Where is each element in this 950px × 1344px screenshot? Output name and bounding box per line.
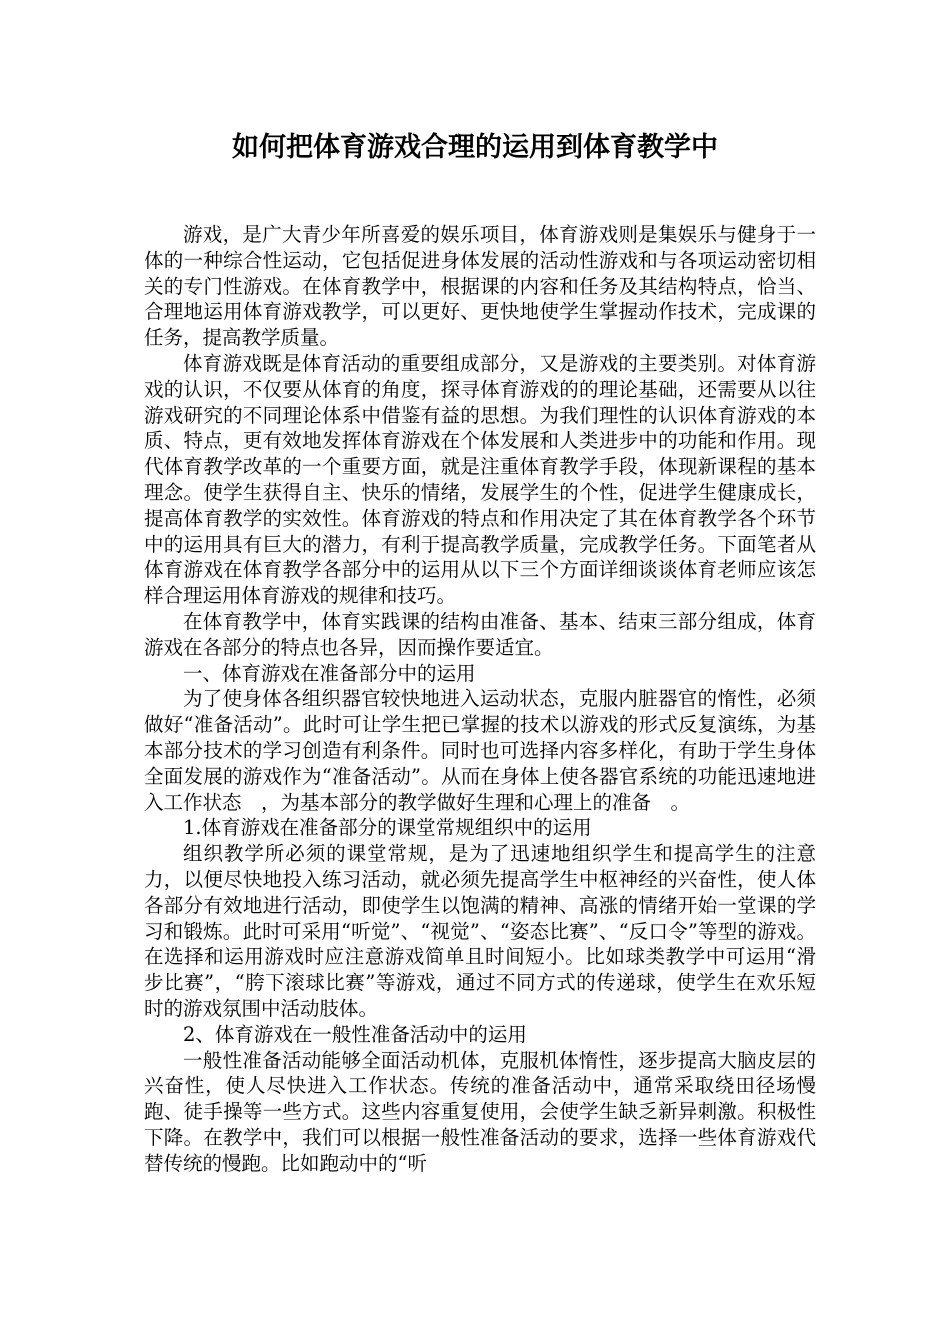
paragraph-preparation: 为了使身体各组织器官较快地进入运动状态，克服内脏器官的惰性，必须做好“准备活动”。此时可让学生把已掌握的技术以游戏的形式反复演练，为基本部分技术的学习创造有利条件。同时也可选择内容多样化，有助于学生身体全面发展的游戏作为“准备活动”。从而在身体上使各器官系统的功能迅速地进入工作状态 ，为基本部分的教学做好生理和心理上的准备 。 [144,687,816,814]
document-title: 如何把体育游戏合理的运用到体育教学中 [232,132,718,163]
paragraph-structure: 在体育教学中，体育实践课的结构由准备、基本、结束三部分组成，体育游戏在各部分的特点也各异，因而操作要适宜。 [144,609,816,659]
subsection-heading-1: 1.体育游戏在准备部分的课堂常规组织中的运用 [183,816,592,840]
section-heading-1: 一、体育游戏在准备部分中的运用 [183,661,476,685]
subsection-heading-2: 2、体育游戏在一般性准备活动中的运用 [183,1022,527,1046]
paragraph-general-warmup: 一般性准备活动能够全面活动机体，克服机体惰性，逐步提高大脑皮层的兴奋性，使人尽快进入工作状态。传统的准备活动中，通常采取绕田径场慢跑、徒手操等一些方式。这些内容重复使用，会使学生缺乏新异刺激。积极性下降。在教学中，我们可以根据一般性准备活动的要求，选择一些体育游戏代替传统的慢跑。比如跑动中的“听 [144,1048,816,1175]
paragraph-overview: 体育游戏既是体育活动的重要组成部分，又是游戏的主要类别。对体育游戏的认识，不仅要从体育的角度，探寻体育游戏的的理论基础，还需要从以往游戏研究的不同理论体系中借鉴有益的思想。为我们理性的认识体育游戏的本质、特点，更有效地发挥体育游戏在个体发展和人类进步中的功能和作用。现代体育教学改革的一个重要方面，就是注重体育教学手段，体现新课程的基本理念。使学生获得自主、快乐的情绪，发展学生的个性，促进学生健康成长，提高体育教学的实效性。体育游戏的特点和作用决定了其在体育教学各个环节中的运用具有巨大的潜力，有利于提高教学质量，完成教学任务。下面笔者从体育游戏在体育教学各部分中的运用从以下三个方面详细谈谈体育老师应该怎样合理运用体育游戏的规律和技巧。 [144,351,816,608]
paragraph-intro: 游戏，是广大青少年所喜爱的娱乐项目，体育游戏则是集娱乐与健身于一体的一种综合性运动，它包括促进身体发展的活动性游戏和与各项运动密切相关的专门性游戏。在体育教学中，根据课的内容和任务及其结构特点，恰当、合理地运用体育游戏教学，可以更好、更快地使学生掌握动作技术，完成课的任务，提高教学质量。 [144,223,816,350]
document-body [144,222,816,1176]
paragraph-routine: 组织教学所必须的课堂常规，是为了迅速地组织学生和提高学生的注意力，以便尽快地投入练习活动，就必须先提高学生中枢神经的兴奋性，使人体各部分有效地进行活动，即使学生以饱满的精神、高涨的情绪开始一堂课的学习和锻炼。此时可采用“听觉”、“视觉”、“姿态比赛”、“反口令”等型的游戏。在选择和运用游戏时应注意游戏简单且时间短小。比如球类教学中可运用“滑步比赛”，“胯下滚球比赛”等游戏，通过不同方式的传递球，使学生在欢乐短时的游戏氛围中活动肢体。 [144,842,816,1020]
